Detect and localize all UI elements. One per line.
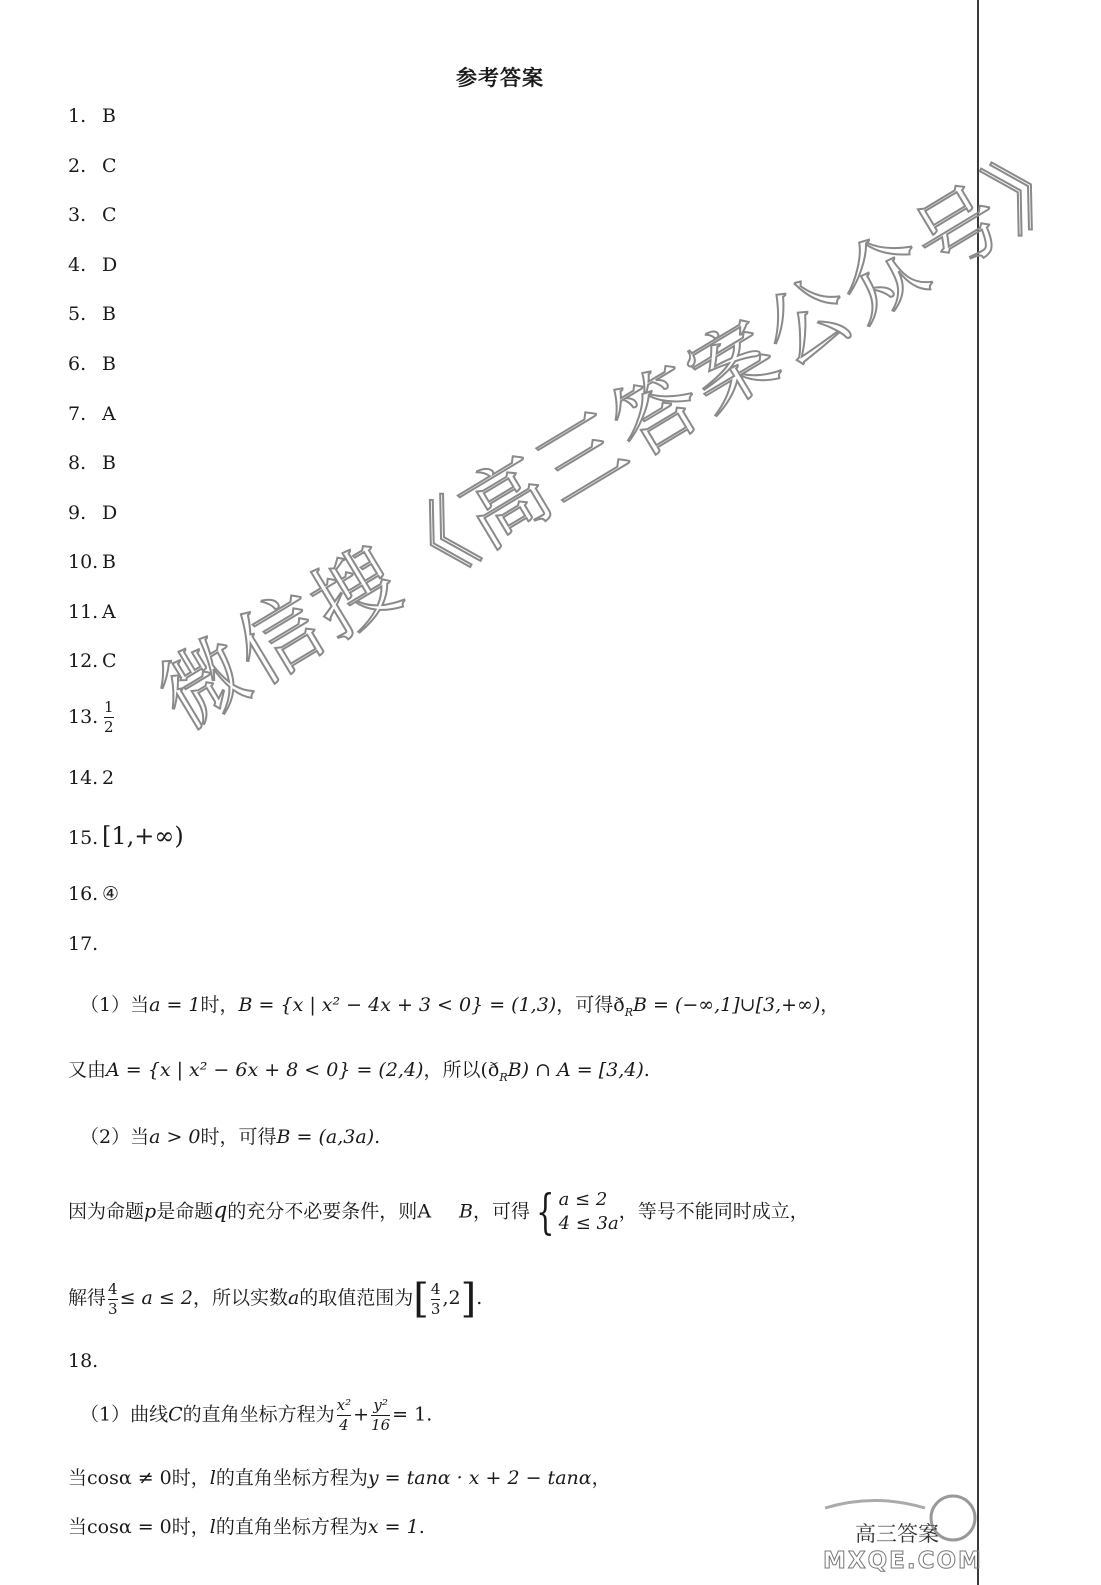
answer-item: 16. ④ (68, 883, 120, 905)
fraction: $\frac{\text{y²}}{16}$ (371, 1396, 391, 1434)
q17-part2-line2: 因为命题p是命题q的充分不必要条件，则A B，可得 { a ≤ 2 4 ≤ 3a ，等号不能同时成立， (68, 1184, 809, 1241)
q18-part1-line3: 当cosα = 0时，l的直角坐标方程为x = 1. (68, 1516, 425, 1538)
answer-item: 5. B (68, 303, 116, 325)
q18-part1-line1: （1）曲线C的直角坐标方程为 $\frac{\text{x²}}{4}$ + $\frac{\text{y²}}{16}$ = 1. (80, 1396, 433, 1434)
fraction: $\frac{1}{2}$ (104, 698, 114, 736)
answer-item: 10. B (68, 551, 116, 573)
answer-item: 9. D (68, 502, 118, 524)
page-title: 参考答案 (456, 66, 544, 90)
answer-item: 2. C (68, 155, 117, 177)
equation-system: { a ≤ 2 4 ≤ 3a (536, 1184, 619, 1241)
q18-part1-line2: 当cosα ≠ 0时，l的直角坐标方程为y = tanα · x + 2 − tanα， (68, 1467, 611, 1489)
answer-item: 12. C (68, 650, 117, 672)
q17-part1-line2: 又由A = {x | x² − 6x + 8 < 0} = (2,4)，所以$(ð_RB)$ ∩ A = [3,4). (68, 1059, 650, 1084)
watermark-text: 微信搜《高三答案公众号》 (143, 120, 1099, 749)
fraction: $\frac{4}{3}$ (108, 1279, 118, 1318)
answer-item: 15. [1,+∞) (68, 822, 184, 850)
answer-item: 14. 2 (68, 767, 115, 789)
question-number: 17. (68, 933, 99, 955)
fraction: $\frac{4}{3}$ (430, 1279, 441, 1318)
answer-item: 11. A (68, 601, 116, 623)
answer-item: 13. $\frac{1}{2}$ (68, 698, 114, 736)
site-logo: 高三答案 MXQE.COM (815, 1488, 980, 1585)
answer-item: 1. B (68, 105, 116, 127)
answer-item: 4. D (68, 254, 118, 276)
q17-part2-line1: （2）当a > 0时，可得B = (a,3a). (80, 1126, 381, 1148)
answer-item: 6. B (68, 353, 116, 375)
answer-item: 7. A (68, 403, 116, 425)
question-number: 18. (68, 1350, 99, 1372)
q17-part1-line1: （1）当a = 1时，B = {x | x² − 4x + 3 < 0} = (1,3)，可得$ð_RB$ = (−∞,1]∪[3,+∞)， (80, 994, 840, 1019)
fraction: $\frac{\text{x²}}{4}$ (336, 1396, 352, 1434)
answer-item: 3. C (68, 204, 117, 226)
answer-item: 8. B (68, 452, 116, 474)
q17-part2-line3: 解得 $\frac{4}{3}$ ≤ a ≤ 2，所以实数a的取值范围为[ $\frac{4}{3}$ ,2]. (68, 1276, 483, 1322)
page-border-rule (977, 0, 979, 1585)
